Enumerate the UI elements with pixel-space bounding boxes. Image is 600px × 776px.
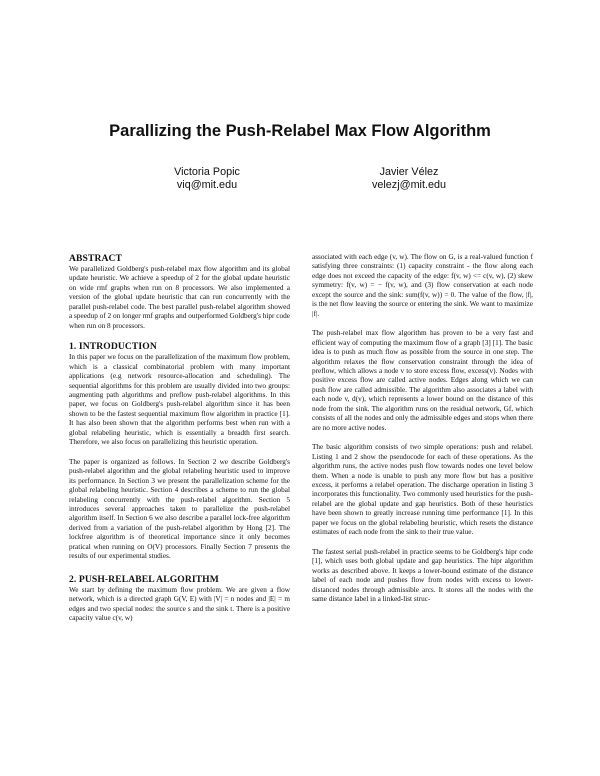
right-paragraph-3: The basic algorithm consists of two simple operations: push and relabel. Listing 1 and 2 show the pseudocode for each of these operations. As the algorithm runs, the active nodes push flow towards nodes one level below them. When a node is unable to push any more flow but has a positive excess, it performs a relabel operation. The discharge operation in listing 3 incorporates this functionality. Two commonly used heuristics for the push-relabel are the global update and gap heuristics. Both of these heuristics have been shown to greatly increase running time performance [1]. In this paper we focus on the global relabeling heuristic, which resets the distance estimates of each node from the sink to their true value. <box>312 443 533 537</box>
introduction-heading: 1. INTRODUCTION <box>69 341 157 353</box>
author-email: viq@mit.edu <box>176 179 238 191</box>
right-paragraph-4: The fastest serial push-relabel in practice seems to be Goldberg's hipr code [1], which uses both global update and gap heuristics. The hipr algorithm works as described above. It keeps a lower-bound estimate of the distance label of each node and pushes flow from nodes with excess to lower-distanced nodes through admissible arcs. It stores all the nodes with the same distance label in a linked-list struc- <box>312 547 533 603</box>
section-2-heading: 2. PUSH-RELABEL ALGORITHM <box>69 573 219 585</box>
author-name: Javier Vélez <box>379 166 439 178</box>
left-column <box>69 253 290 624</box>
author-name: Victoria Popic <box>174 166 240 178</box>
right-paragraph-1: associated with each edge (v, w). The flow on G, is a real-valued function f satisfying three constraints: (1) capacity constraint - the flow along each edge does not exceed the capacity of the edge: f(v, w) <= c(v, w), (2) skew symmetry: f(v, w) = − f(v, w), and (3) flow conservation at each node except the source and the sink: sum(f(v, w)) = 0. The value of the flow, |f|, is the net flow leaving the source or entering the sink. We want to maximize |f|. <box>312 253 533 318</box>
abstract-text: We parallelized Goldberg's push-relabel max flow algorithm and its global update heuristic. We achieve a speedup of 2 for the global update heuristic on wide rmf graphs when run on 8 processors. We also implemented a version of the global update heuristic that can run concurrently with the parallel push-relabel code. The best parallel push-relabel algorithm showed a speedup of 2 on longer rmf graphs and outperformed Goldberg's hipr code when run on 8 processors. <box>69 265 290 330</box>
author-1 <box>107 166 307 192</box>
paper-title: Parallizing the Push-Relabel Max Flow Algorithm <box>109 122 491 140</box>
right-paragraph-2: The push-relabel max flow algorithm has proven to be a very fast and efficient way of computing the maximum flow of a graph [3] [1]. The basic idea is to push as much flow as possible from the source in one step. The algorithm relaxes the flow conservation constraint through the idea of preflow, which allows a node v to store excess flow, excess(v). Nodes with positive excess flow are called active nodes. Edges along which we can push flow are called admissible. The algorithm also associates a label with each node v, d(v), which represents a lower bound on the distance of this node from the sink. The algorithm runs on the residual network, Gf, which consists of all the nodes and only the admissible edges and stops when there are no more active nodes. <box>312 329 533 432</box>
author-email: velezj@mit.edu <box>372 179 446 191</box>
author-2 <box>309 166 509 192</box>
introduction-paragraph-2: The paper is organized as follows. In Section 2 we describe Goldberg's push-relabel algorithm and the global relabeling heuristic used to improve its performance. In Section 3 we present the parallelization scheme for the global relabeling heuristic. Section 4 describes a scheme to run the global relabeling concurrently with the push-relabel algorithm. Section 5 introduces several approaches taken to parallelize the push-relabel algorithm itself. In Section 6 we also describe a parallel lock-free algorithm derived from a variation of the push-relabel algorithm by Hong [2]. The lockfree algorithm is of theoretical importance since it only becomes pratical when running on O(V) processors. Finally Section 7 presents the results of our experimental studies. <box>69 457 290 561</box>
right-column <box>312 253 533 604</box>
introduction-paragraph-1: In this paper we focus on the parallelization of the maximum flow problem, which is a classical combinatorial problem with many important applications (e.g network resource-allocation and scheduling). The sequential algorithms for this problem are usually divided into two groups: augmenting path algorithms and preflow push-relabel algorithms. In this paper, we focus on Goldberg's push-relabel algorithm since it has been shown to be the fastest sequential maximum flow algorithm in practice [1]. It has also been shown that the algorithm performs best when run with a global relabeling heuristic, which is essentially a breadth first search. Therefore, we also focus on parallelizing this heuristic operation. <box>69 353 290 447</box>
section-2-paragraph-1: We start by defining the maximum flow problem. We are given a flow network, which is a directed graph G(V, E) with |V| = n nodes and |E| = m edges and two special nodes: the source s and the sink t. There is a positive capacity value c(v, w) <box>69 585 290 623</box>
abstract-heading: ABSTRACT <box>69 253 123 264</box>
